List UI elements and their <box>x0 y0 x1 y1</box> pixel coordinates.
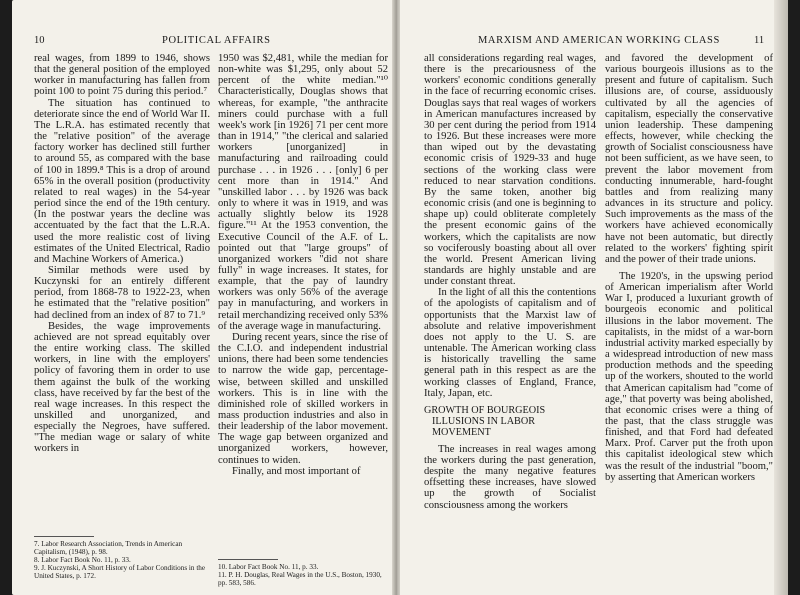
left-column-1 <box>34 53 210 455</box>
running-head-right: MARXISM AND AMERICAN WORKING CLASS <box>478 35 720 46</box>
footnotes-right-col <box>218 563 388 587</box>
page-number-right: 11 <box>754 35 765 46</box>
left-page <box>12 0 394 595</box>
paragraph: The 1920's, in the upswing period of American imperialism after World War I, produced a luxuriant growth of bourgeois economic and political illusions in the labor movement. The capitalists, in the midst of a war-born industrial activity marked especially by a widespread introduction of new mass production methods and the speeding up of the workers, shouted to the world that American capitalism had "come of age," that poverty was being abolished, that economic crises were a thing of the past, that the class struggle was finished, and that Ford had defeated Marx. Prof. Carver put the froth upon this capitalist ideological stew which was the result of the industrial "boom," by asserting that American workers <box>605 270 773 483</box>
footnote-7: 7. Labor Research Association, Trends in American Capitalism, (1948), p. 98. <box>34 540 183 556</box>
paragraph: 1950 was $2,481, while the median for non-white was $1,295, only about 52 percent of the white median."¹⁰ Characteristically, Douglas shows that whereas, for example, "the anthracite miners could purchase with a full week's work [in 1926] 71 per cent more than in 1914," "the clerical and salaried workers [unorganized] in manufacturing and railroading could purchase . . . in 1926 . . . [only] 6 per cent more than in 1914." And "unskilled labor . . . by 1926 was back only to where it was in 1919, and was actually slightly below its 1928 figure."¹¹ At the 1953 convention, the Executive Council of the A.F. of L. pointed out that "large groups" of unorganized workers "did not share fully" in wage increases. It states, for example, that the pay of laundry workers was only 56% of the average pay in manufacturing, and workers in retail merchandizing received only 53% of the average wage in manufacturing. <box>218 53 388 332</box>
footnote-rule <box>218 559 278 560</box>
footnote-8: 8. Labor Fact Book No. 11, p. 33. <box>34 556 131 564</box>
paragraph: Similar methods were used by Kuczynski for an entirely different period, from 1868-78 to 1922-23, when he estimated that the "relative position" had declined from an index of 87 to 71.⁹ <box>34 264 210 321</box>
heading-line: MOVEMENT <box>432 426 491 438</box>
paragraph: Finally, and most important of <box>232 465 361 477</box>
footnote-9: 9. J. Kuczynski, A Short History of Labor Conditions in the United States, p. 172. <box>34 564 206 580</box>
left-column-2 <box>218 53 388 477</box>
right-page <box>400 0 788 595</box>
paragraph: During recent years, since the rise of the C.I.O. and independent industrial unions, there had been some tendencies to narrow the wide gap, percentage-wise, between skilled and unskilled workers. This is in line with the diminished role of skilled workers in mass production industries and also in their leadership of the labor movement. The wage gap between organized and unorganized workers, however, continues to widen. <box>218 331 388 466</box>
paragraph: real wages, from 1899 to 1946, shows that the general position of the employed worker in manufacturing has fallen from point 100 to point 75 during this period.⁷ <box>34 53 210 98</box>
footnote-11: 11. P. H. Douglas, Real Wages in the U.S., Boston, 1930, pp. 583, 586. <box>218 571 382 587</box>
footnote-10: 10. Labor Fact Book No. 11, p. 33. <box>218 563 319 571</box>
paragraph: In the light of all this the contentions of the apologists of capitalism and of opportunists that the Marxist law of absolute and relative impoverishment does not apply to the U. S. are untenable. The American working class is historically travelling the same general path in this respect as are the working classes of England, France, Italy, Japan, etc. <box>424 287 596 399</box>
paragraph: The situation has continued to deteriorate since the end of World War II. The L.R.A. has estimated recently that the "relative position" of the average factory worker has declined still further to around 55, as compared with the base of 100 in 1899.⁸ This is a drop of around 65% in the overall position (productivity related to real wages) in the 54-year period since the end of the 19th century. (In the postwar years the decline was accentuated by the fact that the L.R.A. used the more realistic cost of living estimates of the United Electrical, Radio and Machine Workers of America.) <box>34 97 210 265</box>
section-heading <box>424 405 596 438</box>
page-number-left: 10 <box>34 35 45 46</box>
footnote-rule <box>34 536 94 537</box>
heading-line: GROWTH OF BOURGEOIS <box>424 404 546 416</box>
footnotes-left <box>34 540 210 580</box>
running-head-left: POLITICAL AFFAIRS <box>162 35 271 46</box>
right-column-1 <box>424 53 596 511</box>
paragraph: all considerations regarding real wages, there is the precariousness of the workers' economic conditions generally in the face of recurring economic crises. Douglas says that real wages of workers in American manufactures increased by 30 per cent during the period from 1914 to 1926. But these increases were more than wiped out by the devastating economic crisis of 1929-33 and huge sections of the working class were reduced to near starvation conditions. By the same token, another big economic crisis (and one is beginning to shape up) could obliterate completely the present economic gains of the workers, which the capitalists are now so vociferously boasting about all over the world. Present American living standards are highly unstable and are under constant threat. <box>424 53 596 288</box>
page-edge <box>774 0 788 595</box>
paragraph: Besides, the wage improvements achieved are not spread equitably over the entire working class. The skilled workers, in line with the employers' policy of favoring them in order to use them against the bulk of the working class, have received by far the best of the real wage increases. In this respect the unskilled and unorganized, and especially the Negroes, have suffered. "The median wage or salary of white workers in <box>34 320 210 455</box>
paragraph: and favored the development of various bourgeois illusions as to the present and future of capitalism. Such illusions are, of course, assiduously cultivated by all the agencies of capitalism, especially the conservative union leadership. These dampening effects, however, while checking the growth of Socialist consciousness have not been sufficient, as we have seen, to prevent the labor movement from conducting innumerable, hard-fought battles and from realizing many advances in its structure and policy. Such improvements as the mass of the workers have achieved economically have not been automatic, but directly related to the workers' fighting spirit and the power of their trade unions. <box>605 53 773 265</box>
right-column-2 <box>605 53 773 483</box>
paragraph: The increases in real wages among the workers during the past generation, despite the many negative features offsetting these increases, have slowed up the growth of Socialist consciousness among the workers <box>424 443 596 511</box>
heading-line: ILLUSIONS IN LABOR <box>432 415 536 427</box>
